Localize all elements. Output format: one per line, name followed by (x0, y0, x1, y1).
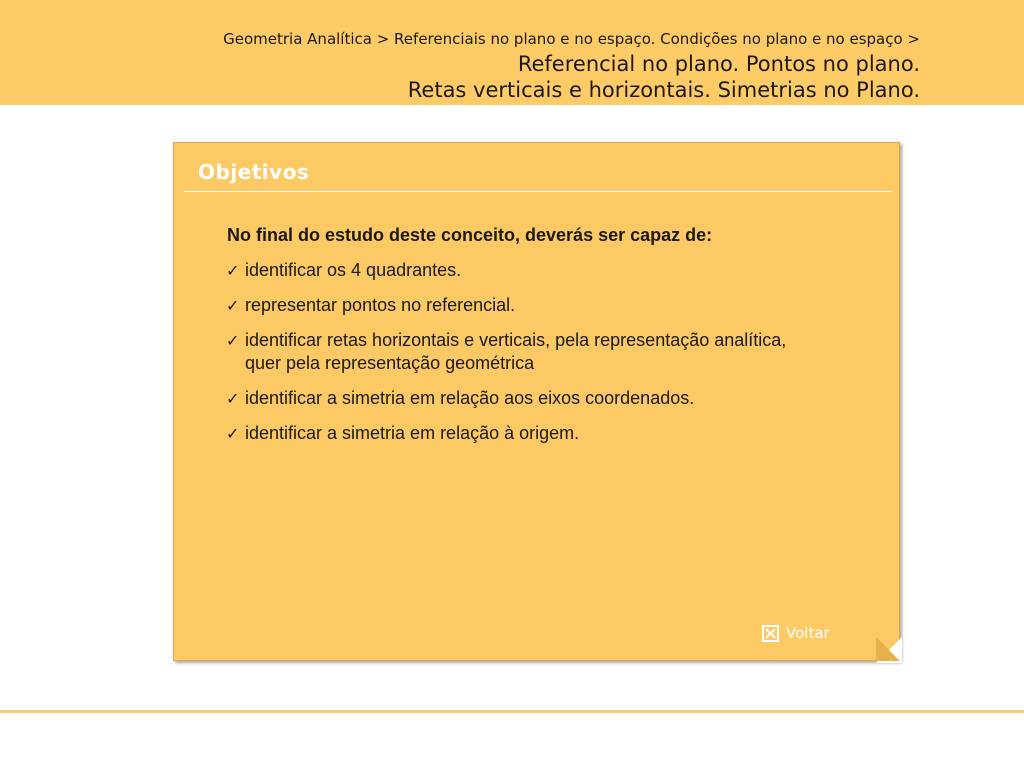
page-curl-corner (876, 637, 900, 661)
objective-item (226, 387, 826, 410)
objectives-list (226, 259, 826, 457)
objective-item (226, 329, 826, 375)
page-title-line-2: Retas verticais e horizontais. Simetrias no Plano. (407, 78, 920, 102)
card-title: Objetivos (198, 160, 310, 184)
page-title-line-1: Referencial no plano. Pontos no plano. (517, 52, 920, 76)
breadcrumb: Geometria Analítica > Referenciais no plano e no espaço. Condições no plano e no espaço > (223, 30, 920, 48)
check-icon: ✓ (226, 424, 240, 443)
back-button[interactable] (762, 624, 830, 642)
objective-item (226, 259, 826, 282)
footer-divider (0, 710, 1024, 713)
objective-item (226, 294, 826, 317)
objectives-intro: No final do estudo deste conceito, deverás ser capaz de: (227, 225, 713, 245)
check-icon: ✓ (226, 261, 240, 280)
close-box-icon (762, 625, 779, 642)
objectives-card (173, 142, 900, 661)
check-icon: ✓ (226, 389, 240, 408)
objective-text: identificar a simetria em relação aos eixos coordenados. (245, 388, 695, 408)
card-title-divider (184, 191, 892, 192)
objective-text: representar pontos no referencial. (245, 295, 516, 315)
objective-text: identificar retas horizontais e verticais, pela representação analítica, quer pela representação geométrica (245, 330, 787, 373)
check-icon: ✓ (226, 296, 240, 315)
check-icon: ✓ (226, 331, 240, 350)
back-button-label: Voltar (786, 624, 830, 642)
objective-text: identificar os 4 quadrantes. (245, 260, 462, 280)
header-banner (0, 0, 1024, 105)
objective-item (226, 422, 826, 445)
objective-text: identificar a simetria em relação à origem. (245, 423, 580, 443)
